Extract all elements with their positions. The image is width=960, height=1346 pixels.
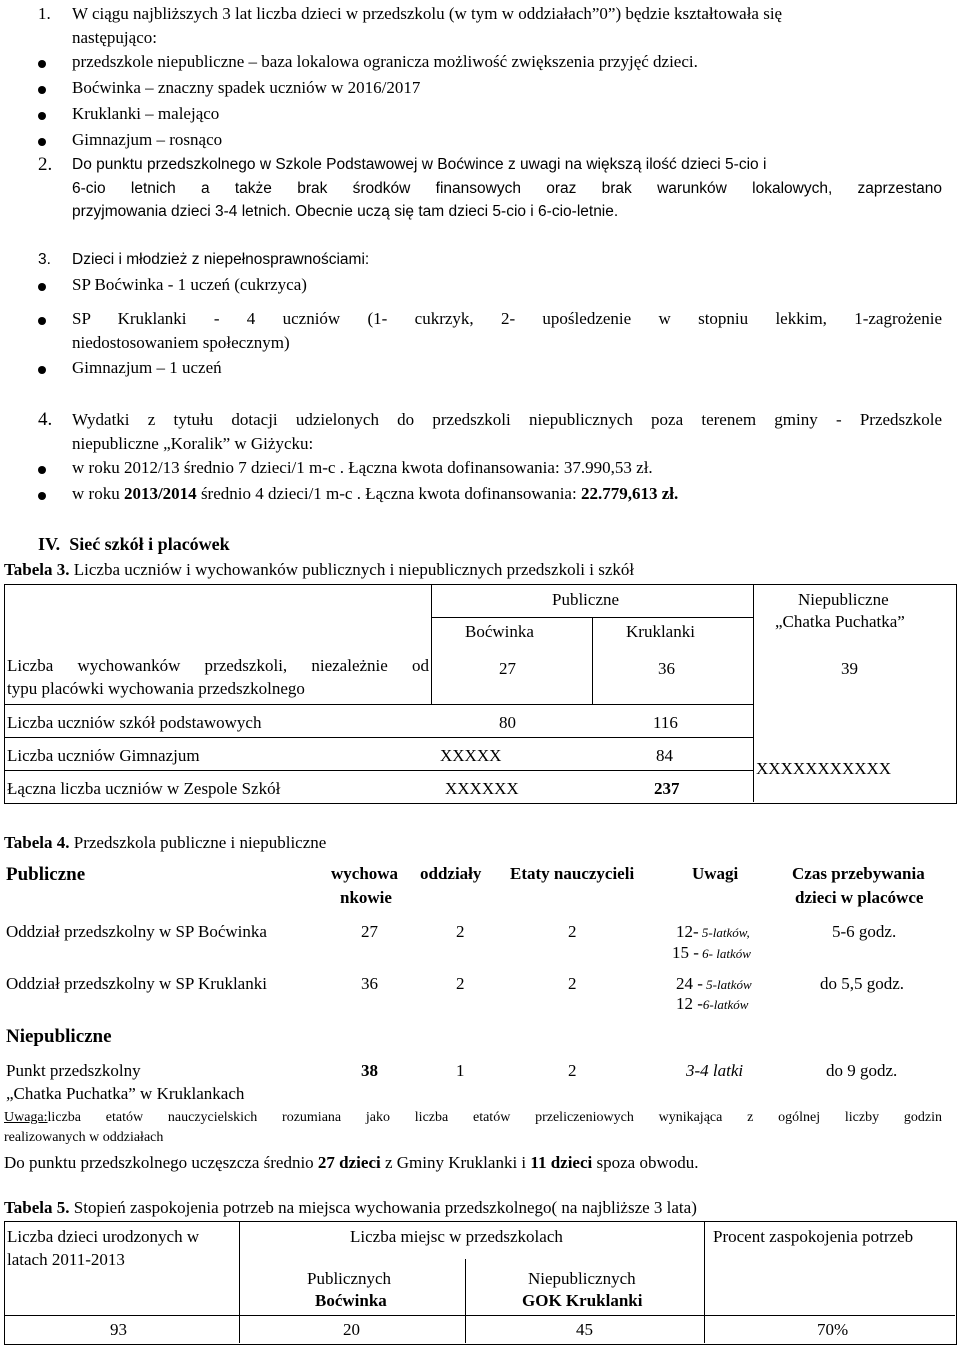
table-cell: 45 [576,1320,593,1339]
table-cell: 116 [653,713,678,732]
list-item: przedszkole niepubliczne – baza lokalowa ogranicza możliwość zwiększenia przyjęć dzieci. [72,52,698,71]
bullet-icon [38,366,46,374]
table-cell: 36 [361,974,378,993]
table-cell: 27 [361,922,378,941]
table-cell: 237 [654,779,680,798]
table-header-public: Publicznych [307,1269,392,1288]
list-item: Boćwinka – znaczny spadek uczniów w 2016/2017 [72,78,421,97]
table-row-label: Oddział przedszkolny w SP Kruklanki [6,974,267,993]
table-row-label: Oddział przedszkolny w SP Boćwinka [6,922,267,941]
note-line2: realizowanych w oddziałach [4,1130,164,1145]
bullet-icon [38,60,46,68]
table-row-label: Łączna liczba uczniów w Zespole Szkół [7,779,281,798]
table-cell: XXXXX [440,746,502,765]
section-2-text-line2: 6-cio letnich a także brak środków finansowych oraz brak warunków lokalowych, zaprzestano [72,180,942,197]
bullet-icon [38,86,46,94]
table-header-public: Publiczne [552,590,620,609]
bullet-icon [38,138,46,146]
list-item: Kruklanki – malejąco [72,104,220,123]
table-cell: XXXXXX [445,779,519,798]
table-cell: 27 [499,659,516,678]
table-3 [4,584,957,804]
table-row-label: Liczba wychowanków przedszkoli, niezależnie od [7,656,429,675]
section-3-number: 3. [38,251,51,268]
table-header-births: Liczba dzieci urodzonych w [7,1227,200,1246]
table-cell: 70% [817,1320,849,1339]
table-header-nonpublic: Niepubliczne [6,1026,112,1047]
table-header-percent: Procent zaspokojenia potrzeb [713,1227,914,1246]
bullet-icon [38,317,46,325]
bullet-icon [38,492,46,500]
note-paragraph: Do punktu przedszkolnego uczęszcza średnio 27 dzieci z Gminy Kruklanki i 11 dzieci spoza obwodu. [4,1153,699,1172]
table-header-public: Publiczne [6,864,86,885]
section-1-text-line2: następująco: [72,28,157,47]
list-item-continuation: niedostosowaniem społecznym) [72,333,290,352]
section-2-number: 2. [38,154,53,175]
table-cell: 15 - 6- latków [672,943,751,962]
table-header-gok: GOK Kruklanki [522,1291,643,1310]
table-header-kruklanki: Kruklanki [626,622,695,641]
table-header-wych: wychowa [331,864,399,883]
table-cell: 24 - 5-latków [676,974,752,993]
table-cell: do 9 godz. [826,1061,898,1080]
table-cell: 12 -6-latków [676,994,749,1013]
table-row-label: Liczba uczniów Gimnazjum [7,746,200,765]
table-cell: 1 [456,1061,465,1080]
table-5-caption: Tabela 5. Stopień zaspokojenia potrzeb na miejsca wychowania przedszkolnego( na najbliższe 3 lata) [4,1198,697,1217]
table-cell: 2 [456,974,465,993]
table-header-uwagi: Uwagi [692,864,739,883]
table-row-label-cont: „Chatka Puchatka” w Kruklankach [6,1084,245,1103]
table-cell: 2 [456,922,465,941]
note-line1: Uwaga:liczba etatów nauczycielskich rozumiana jako liczba etatów przeliczeniowych wynikająca z ogólnej liczby godzin [4,1110,942,1125]
table-3-caption: Tabela 3. Liczba uczniów i wychowanków publicznych i niepublicznych przedszkoli i szkół [4,560,635,579]
table-header-nonpublic: Niepubliczne [798,590,889,609]
table-4 [0,856,960,1106]
table-cell: 5-6 godz. [832,922,897,941]
table-cell: 84 [656,746,673,765]
table-5 [4,1221,957,1345]
table-header-czas-cont: dzieci w placówce [795,888,924,907]
table-header-czas: Czas przebywania [792,864,925,883]
table-cell: 38 [361,1061,378,1080]
section-4-text-line1: Wydatki z tytułu dotacji udzielonych do przedszkoli niepublicznych poza terenem gminy - Przedszkole [72,410,942,429]
list-item: Gimnazjum – rosnąco [72,130,223,149]
table-cell: 80 [499,713,516,732]
table-header-places: Liczba miejsc w przedszkolach [350,1227,563,1246]
section-4-text-line2: niepubliczne „Koralik” w Giżycku: [72,434,314,453]
table-row-label: Liczba uczniów szkół podstawowych [7,713,262,732]
table-header-nonpublic: Niepublicznych [528,1269,636,1288]
list-item: w roku 2012/13 średnio 7 dzieci/1 m-c . Łączna kwota dofinansowania: 37.990,53 zł. [72,458,653,477]
table-cell-merged: XXXXXXXXXXX [756,759,892,778]
table-cell: 36 [658,659,675,678]
table-cell: 39 [841,659,858,678]
section-4-number: 4. [38,409,53,430]
section-1-number: 1. [38,4,51,23]
table-cell: 20 [343,1320,360,1339]
table-header-oddzialy: oddziały [420,864,482,883]
table-cell: 93 [110,1320,127,1339]
table-cell: 12- 5-latków, [676,922,750,941]
section-3-title: Dzieci i młodzież z niepełnosprawnościami: [72,251,370,268]
table-header-wych-cont: nkowie [340,888,392,907]
list-item: Gimnazjum – 1 uczeń [72,358,222,377]
section-2-text-line3: przyjmowania dzieci 3-4 letnich. Obecnie uczą się tam dzieci 5-cio i 6-cio-letnie. [72,203,619,220]
table-header-bocwinka: Boćwinka [315,1291,387,1310]
table-header-etaty: Etaty nauczycieli [510,864,635,883]
section-2-text-line1: Do punktu przedszkolnego w Szkole Podstawowej w Boćwince z uwagi na większą ilość dzieci 5-cio i [72,156,767,173]
list-item: SP Kruklanki - 4 uczniów (1- cukrzyk, 2- upośledzenie w stopniu lekkim, 1-zagrożenie [72,309,942,328]
table-cell: do 5,5 godz. [820,974,905,993]
section-1-text-line1: W ciągu najbliższych 3 lat liczba dzieci w przedszkolu (w tym w oddziałach”0”) będzie kształtowała się [72,4,783,23]
table-4-caption: Tabela 4. Przedszkola publiczne i niepubliczne [4,833,327,852]
bullet-icon [38,112,46,120]
section-heading: IV. Sieć szkół i placówek [38,534,230,554]
bullet-icon [38,466,46,474]
table-row-label-cont: typu placówki wychowania przedszkolnego [7,679,305,698]
bullet-icon [38,283,46,291]
table-header-births-cont: latach 2011-2013 [7,1250,125,1269]
table-cell: 3-4 latki [686,1061,744,1080]
list-item: SP Boćwinka - 1 uczeń (cukrzyca) [72,275,307,294]
list-item: w roku 2013/2014 średnio 4 dzieci/1 m-c . Łączna kwota dofinansowania: 22.779,613 zł. [72,484,679,503]
table-cell: 2 [568,1061,577,1080]
table-cell: 2 [568,922,577,941]
table-cell: 2 [568,974,577,993]
table-header-chatka: „Chatka Puchatka” [775,612,905,631]
table-header-bocwinka: Boćwinka [465,622,534,641]
table-row-label: Punkt przedszkolny [6,1061,141,1080]
